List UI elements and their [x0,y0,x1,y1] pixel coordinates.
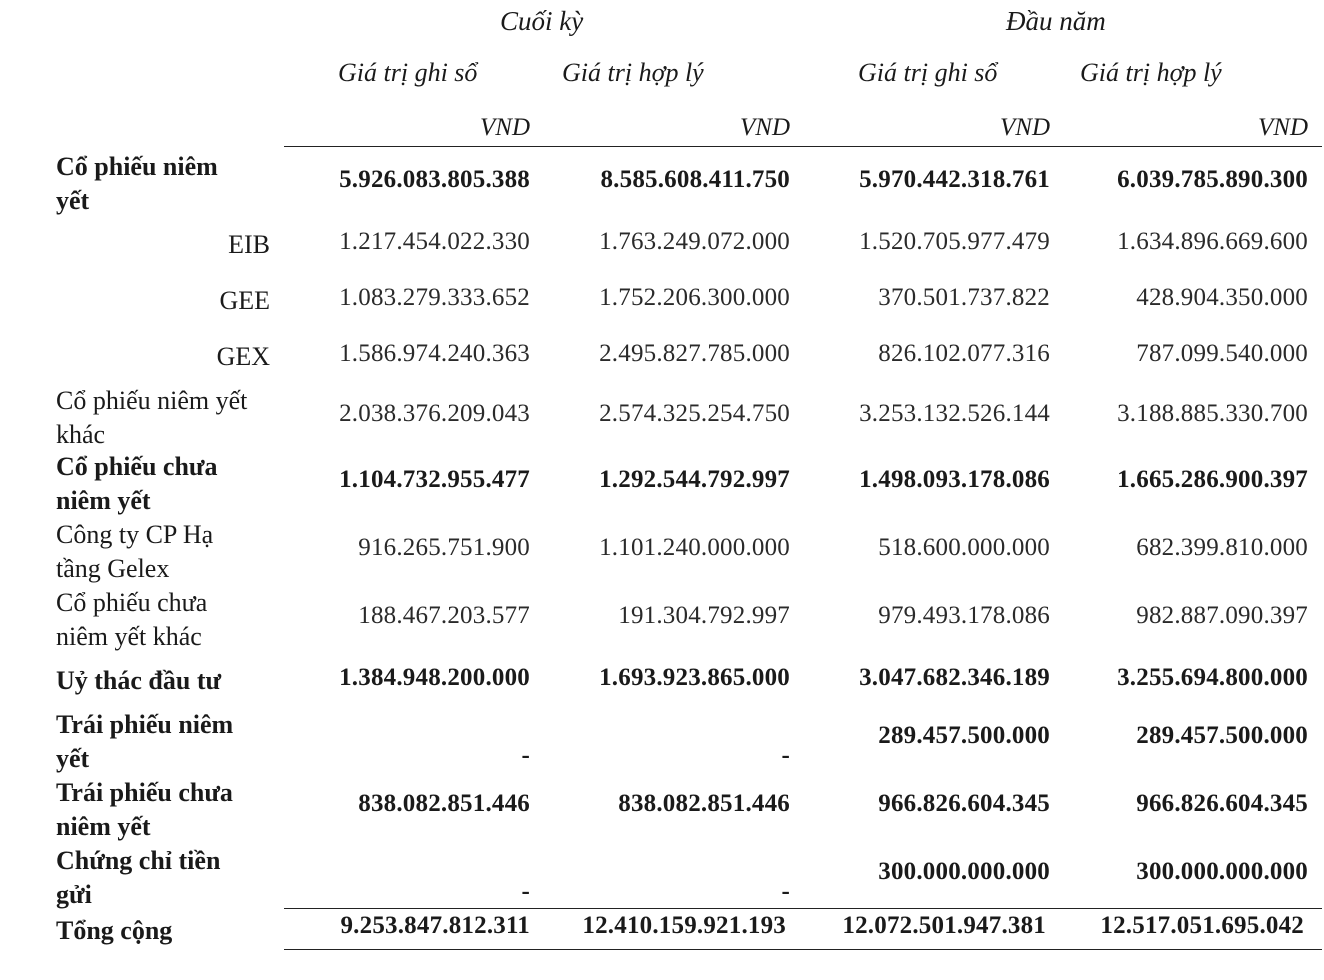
cell-value: 916.265.751.900 [358,534,530,561]
column-header-book-value-end: Giá trị ghi sổ [338,58,478,87]
cell-value: 1.292.544.792.997 [599,466,790,493]
unit-label: VND [1258,114,1308,141]
cell-value: 5.970.442.318.761 [859,166,1050,193]
cell-value: 982.887.090.397 [1136,602,1308,629]
total-bottom-rule [284,949,1322,950]
cell-value: 2.495.827.785.000 [599,340,790,367]
cell-value: 966.826.604.345 [1136,790,1308,817]
cell-value: 1.693.923.865.000 [599,664,790,691]
cell-value: 1.498.093.178.086 [859,466,1050,493]
cell-value: 300.000.000.000 [1136,858,1308,885]
total-top-rule [284,908,1322,909]
unit-label: VND [1000,114,1050,141]
row-label-unlisted-shares: Cổ phiếu chưa niêm yết [56,452,218,515]
cell-value: 2.038.376.209.043 [339,400,530,427]
cell-value: 682.399.810.000 [1136,534,1308,561]
cell-value: 1.763.249.072.000 [599,228,790,255]
cell-value: 3.255.694.800.000 [1117,664,1308,691]
row-label-other-unlisted-shares: Cổ phiếu chưa niêm yết khác [56,588,208,651]
group-header-cuoi-ky: Cuối kỳ [500,6,584,36]
cell-value: 3.047.682.346.189 [859,664,1050,691]
cell-value: 1.104.732.955.477 [339,466,530,493]
unit-label: VND [740,114,790,141]
cell-value: 8.585.608.411.750 [600,166,790,193]
row-label-unlisted-bonds: Trái phiếu chưa niêm yết [56,778,233,841]
cell-value: 838.082.851.446 [358,790,530,817]
row-label-total: Tổng cộng [56,916,173,945]
cell-value: 966.826.604.345 [878,790,1050,817]
cell-value-total: 12.072.501.947.381 [842,912,1046,939]
cell-value: 1.752.206.300.000 [599,284,790,311]
cell-value: 1.586.974.240.363 [339,340,530,367]
row-label-gex: GEX [216,342,270,371]
cell-value: 826.102.077.316 [878,340,1050,367]
row-label-gee: GEE [219,286,270,315]
cell-value: 838.082.851.446 [618,790,790,817]
row-label-listed-shares: Cổ phiếu niêm yết [56,152,218,215]
header-rule [284,146,1322,147]
row-label-gelex-infrastructure: Công ty CP Hạ tầng Gelex [56,520,214,583]
cell-value: 188.467.203.577 [358,602,530,629]
cell-value-total: 12.517.051.695.042 [1100,912,1304,939]
row-label-eib: EIB [228,230,270,259]
column-header-fair-value-end: Giá trị hợp lý [562,58,704,87]
row-label-certificates-of-deposit: Chứng chỉ tiền gửi [56,846,221,909]
cell-value: 518.600.000.000 [878,534,1050,561]
cell-value: 1.665.286.900.397 [1117,466,1308,493]
cell-value: 6.039.785.890.300 [1117,166,1308,193]
cell-value: 1.634.896.669.600 [1117,228,1308,255]
cell-value: 1.217.454.022.330 [339,228,530,255]
unit-label: VND [480,114,530,141]
group-header-dau-nam: Đầu năm [1006,6,1106,36]
cell-value: 191.304.792.997 [618,602,790,629]
cell-value: 428.904.350.000 [1136,284,1308,311]
cell-value: 1.384.948.200.000 [339,664,530,691]
column-header-book-value-begin: Giá trị ghi sổ [858,58,998,87]
cell-value: - [521,878,530,905]
cell-value: 370.501.737.822 [878,284,1050,311]
cell-value-total: 12.410.159.921.193 [582,912,786,939]
row-label-other-listed-shares: Cổ phiếu niêm yết khác [56,386,248,449]
cell-value: - [781,878,790,905]
cell-value: 1.083.279.333.652 [339,284,530,311]
cell-value: 979.493.178.086 [878,602,1050,629]
cell-value: - [781,742,790,769]
cell-value: 5.926.083.805.388 [339,166,530,193]
cell-value: 2.574.325.254.750 [599,400,790,427]
cell-value: 787.099.540.000 [1136,340,1308,367]
cell-value-total: 9.253.847.812.311 [340,912,530,939]
cell-value: 1.101.240.000.000 [599,534,790,561]
cell-value: 300.000.000.000 [878,858,1050,885]
column-header-fair-value-begin: Giá trị hợp lý [1080,58,1222,87]
cell-value: 1.520.705.977.479 [859,228,1050,255]
cell-value: 3.188.885.330.700 [1117,400,1308,427]
row-label-listed-bonds: Trái phiếu niêm yết [56,710,234,773]
cell-value: 3.253.132.526.144 [859,400,1050,427]
row-label-investment-trust: Uỷ thác đầu tư [56,666,222,695]
cell-value: 289.457.500.000 [1136,722,1308,749]
cell-value: - [521,742,530,769]
cell-value: 289.457.500.000 [878,722,1050,749]
